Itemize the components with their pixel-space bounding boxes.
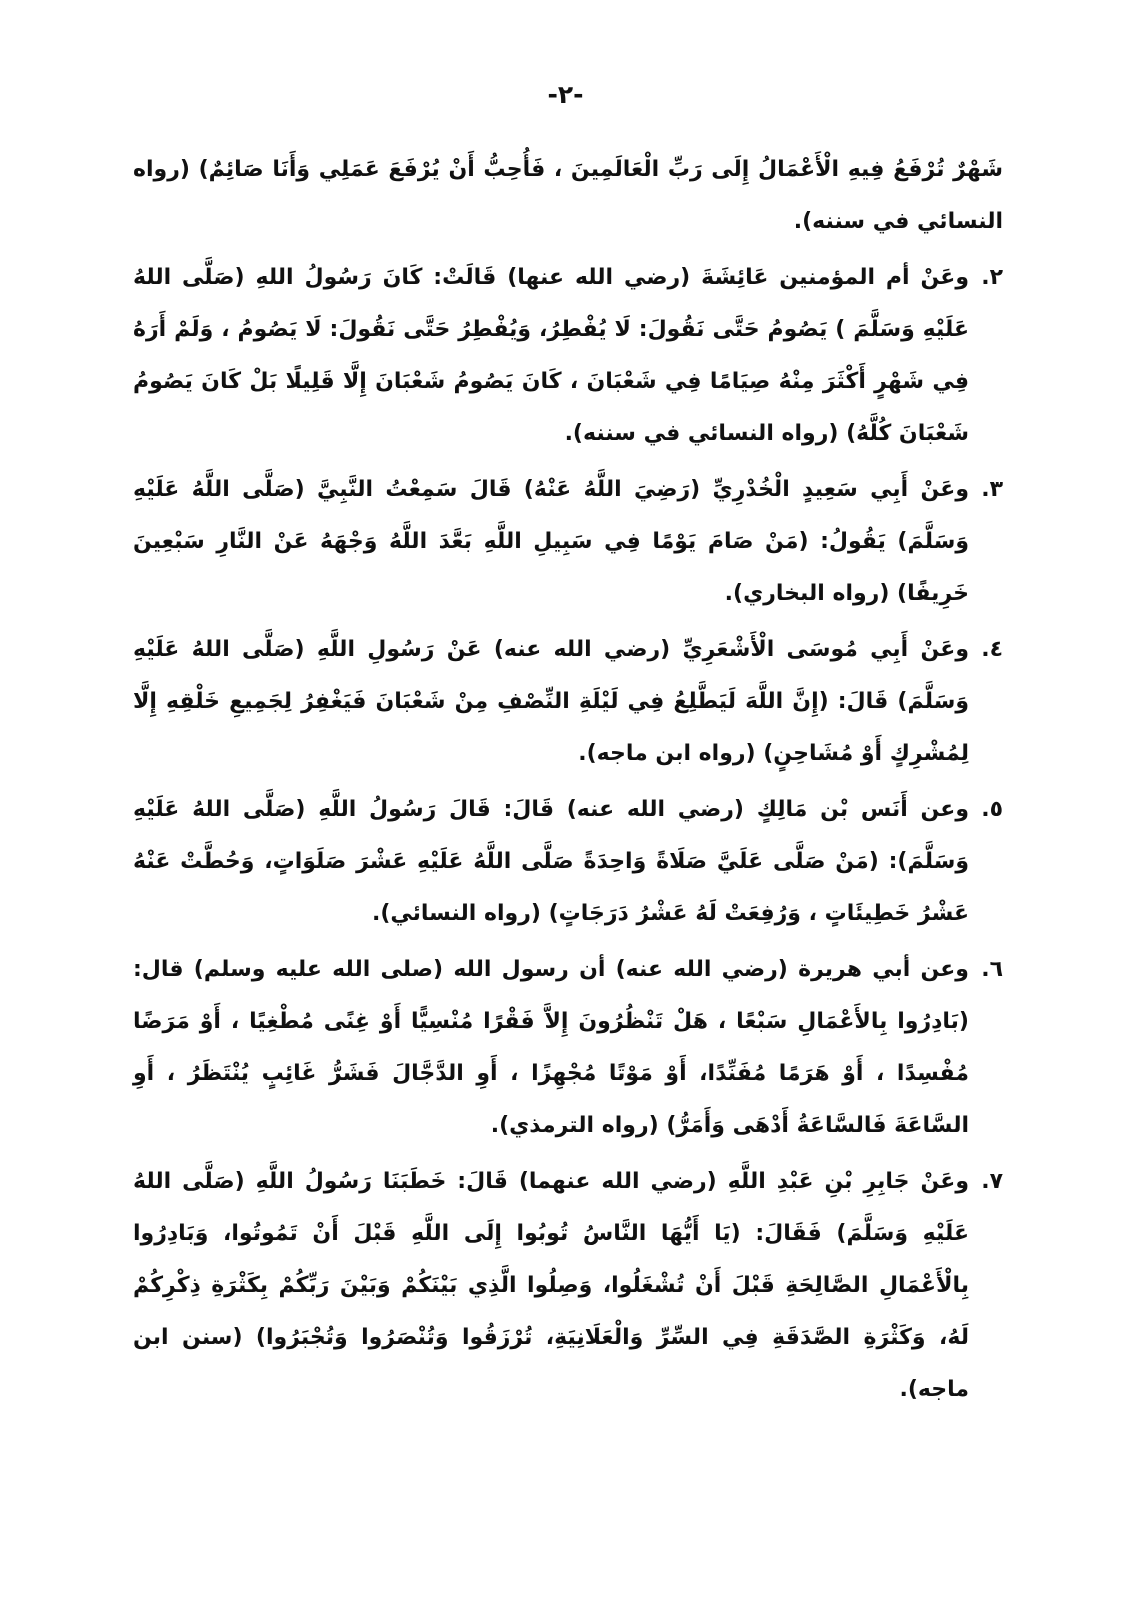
hadith-item-3 bbox=[133, 464, 1003, 620]
item-text: وعن أَنَس بْن مَالِكٍ (رضي الله عنه) قَالَ: قَالَ رَسُولُ اللَّهِ (صَلَّى اللهُ عَلَيْهِ وَسَلَّمَ): (مَنْ صَلَّى عَلَيَّ صَلَاةً وَاحِدَةً صَلَّى اللَّهُ عَلَيْهِ عَشْرَ صَلَوَاتٍ، وَحُطَّتْ عَنْهُ عَشْرُ خَطِيئَاتٍ ، وَرُفِعَتْ لَهُ عَشْرُ دَرَجَاتٍ) (رواه النسائي). bbox=[133, 797, 969, 926]
hadith-item-4 bbox=[133, 624, 1003, 780]
hadith-item-5 bbox=[133, 784, 1003, 940]
hadith-item-6 bbox=[133, 944, 1003, 1152]
page-content bbox=[133, 144, 1003, 1420]
item-number: ٣. bbox=[981, 477, 1003, 502]
hadith-item-7 bbox=[133, 1156, 1003, 1416]
item-text: وعن أبي هريرة (رضي الله عنه) أن رسول الله (صلى الله عليه وسلم) قال: (بَادِرُوا بِالأَعْمَالِ سَبْعًا ، هَلْ تَنْظُرُونَ إِلاَّ فَقْرًا مُنْسِيًّا أَوْ غِنًى مُطْغِيًا ، أَوْ مَرَضًا مُفْسِدًا ، أَوْ هَرَمًا مُفَنِّدًا، أَوْ مَوْتًا مُجْهِزًا ، أَوِ الدَّجَّالَ فَشَرُّ غَائِبٍ يُنْتَظَرُ ، أَوِ السَّاعَةَ فَالسَّاعَةُ أَدْهَى وَأَمَرُّ) (رواه الترمذي). bbox=[133, 957, 969, 1138]
page-number: -٢- bbox=[547, 80, 584, 109]
item-text: وعَنْ أَبِي مُوسَى الْأَشْعَرِيِّ (رضي الله عنه) عَنْ رَسُولِ اللَّهِ (صَلَّى اللهُ عَلَيْهِ وَسَلَّمَ) قَالَ: (إِنَّ اللَّهَ لَيَطَّلِعُ فِي لَيْلَةِ النِّصْفِ مِنْ شَعْبَانَ فَيَغْفِرُ لِجَمِيعِ خَلْقِهِ إِلَّا لِمُشْرِكٍ أَوْ مُشَاحِنٍ) (رواه ابن ماجه). bbox=[133, 637, 969, 766]
hadith-list bbox=[133, 252, 1003, 1416]
item-text: وعَنْ أم المؤمنين عَائِشَةَ (رضي الله عنها) قَالَتْ: كَانَ رَسُولُ اللهِ (صَلَّى اللهُ عَلَيْهِ وَسَلَّمَ ) يَصُومُ حَتَّى نَقُولَ: لَا يُفْطِرُ، وَيُفْطِرُ حَتَّى نَقُولَ: لَا يَصُومُ ، وَلَمْ أَرَهُ فِي شَهْرٍ أَكْثَرَ مِنْهُ صِيَامًا فِي شَعْبَانَ ، كَانَ يَصُومُ شَعْبَانَ إِلَّا قَلِيلًا بَلْ كَانَ يَصُومُ شَعْبَانَ كُلَّهُ) (رواه النسائي في سننه). bbox=[133, 265, 969, 446]
item-text: وعَنْ جَابِرِ بْنِ عَبْدِ اللَّهِ (رضي الله عنهما) قَالَ: خَطَبَنَا رَسُولُ اللَّهِ (صَلَّى اللهُ عَلَيْهِ وَسَلَّمَ) فَقَالَ: (يَا أَيُّهَا النَّاسُ تُوبُوا إِلَى اللَّهِ قَبْلَ أَنْ تَمُوتُوا، وَبَادِرُوا بِالْأَعْمَالِ الصَّالِحَةِ قَبْلَ أَنْ تُشْغَلُوا، وَصِلُوا الَّذِي بَيْنَكُمْ وَبَيْنَ رَبِّكُمْ بِكَثْرَةِ ذِكْرِكُمْ لَهُ، وَكَثْرَةِ الصَّدَقَةِ فِي السِّرِّ وَالْعَلَانِيَةِ، تُرْزَقُوا وَتُنْصَرُوا وَتُجْبَرُوا) (سنن ابن ماجه). bbox=[133, 1169, 969, 1402]
item-number: ٧. bbox=[981, 1169, 1003, 1194]
item-number: ٢. bbox=[981, 265, 1003, 290]
hadith-item-2 bbox=[133, 252, 1003, 460]
item-number: ٦. bbox=[981, 957, 1003, 982]
item-text: وعَنْ أَبِي سَعِيدٍ الْخُدْرِيِّ (رَضِيَ اللَّهُ عَنْهُ) قَالَ سَمِعْتُ النَّبِيَّ (صَلَّى اللَّهُ عَلَيْهِ وَسَلَّمَ) يَقُولُ: (مَنْ صَامَ يَوْمًا فِي سَبِيلِ اللَّهِ بَعَّدَ اللَّهُ وَجْهَهُ عَنْ النَّارِ سَبْعِينَ خَرِيفًا) (رواه البخاري). bbox=[133, 477, 969, 606]
item-number: ٥. bbox=[981, 797, 1003, 822]
continued-paragraph: شَهْرٌ تُرْفَعُ فِيهِ الْأَعْمَالُ إِلَى رَبِّ الْعَالَمِينَ ، فَأُحِبُّ أَنْ يُرْفَعَ عَمَلِي وَأَنَا صَائِمٌ) (رواه النسائي في سننه). bbox=[133, 157, 1003, 234]
item-number: ٤. bbox=[981, 637, 1003, 662]
